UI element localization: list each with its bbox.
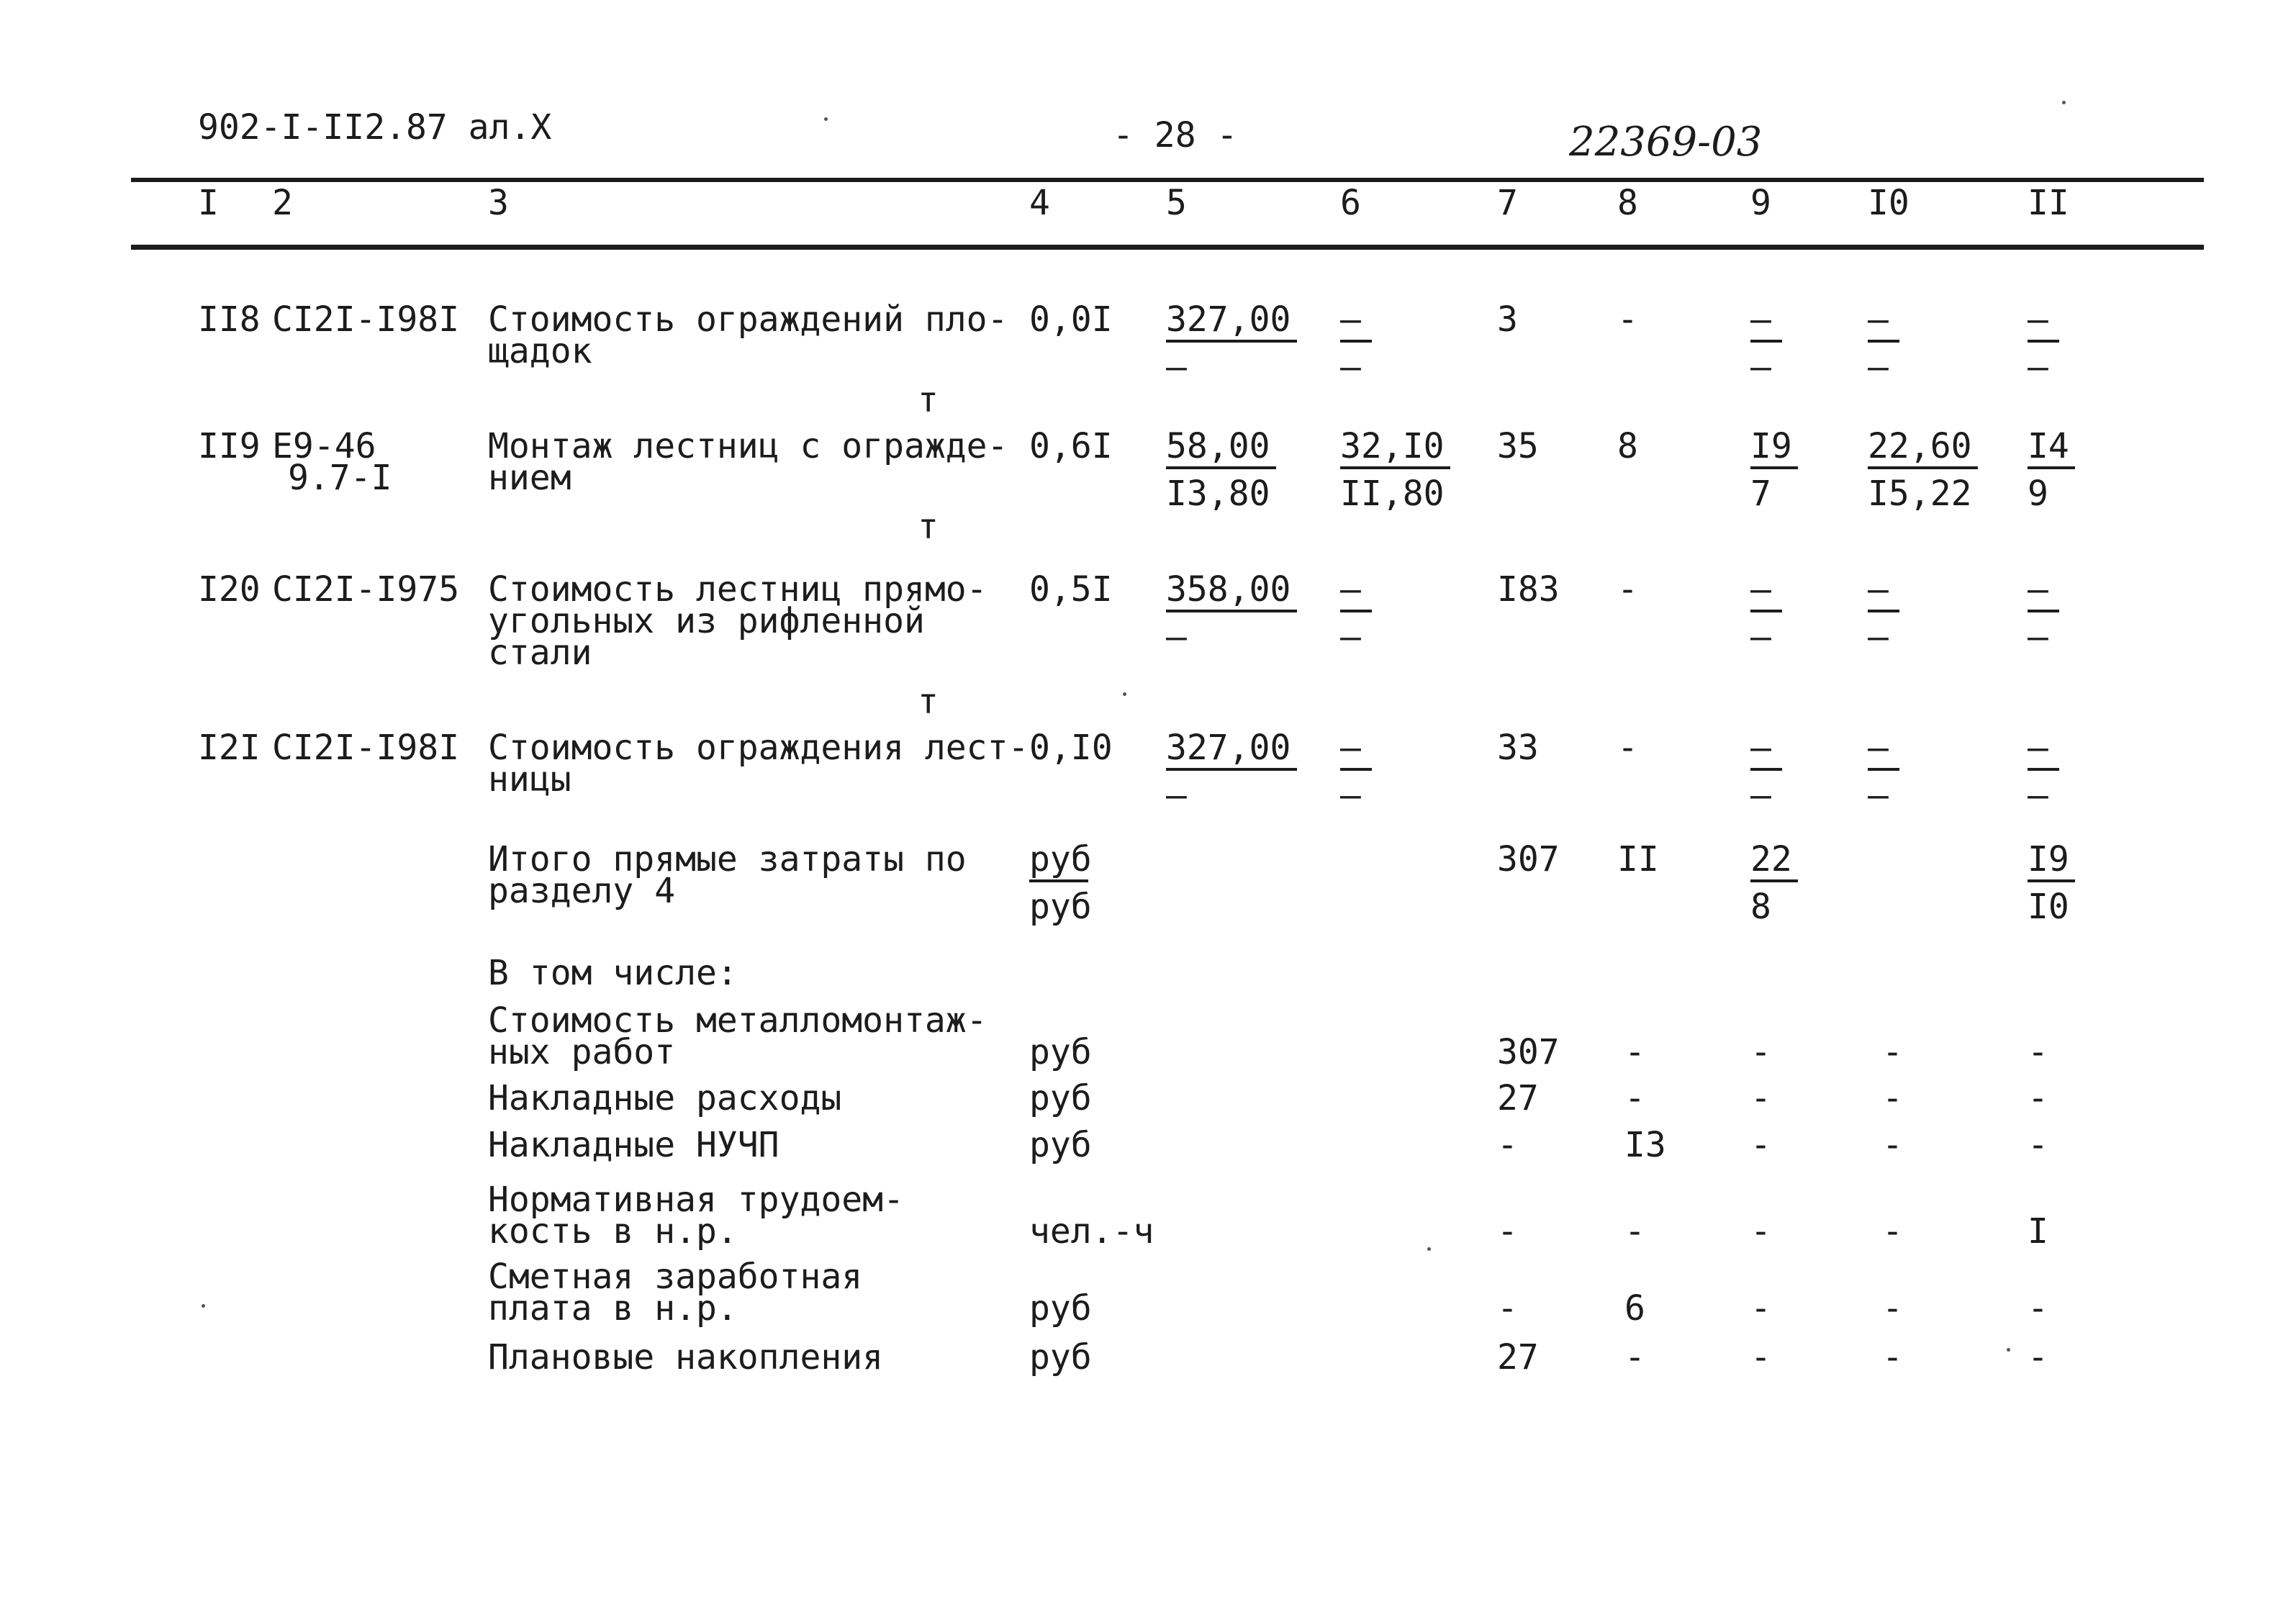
breakdown-machine: - xyxy=(1750,1211,1771,1252)
labor-per-unit-numerator: – xyxy=(1868,728,1889,768)
breakdown-labor-total: I xyxy=(2028,1211,2048,1252)
wage-cost-numerator: – xyxy=(1340,728,1361,768)
breakdown-labor-unit: - xyxy=(1882,1125,1903,1165)
breakdown-machine: - xyxy=(1750,1078,1771,1118)
wage-cost-numerator: 32,I0 xyxy=(1340,426,1445,466)
unit-cost-denominator: – xyxy=(1166,347,1187,387)
breakdown-wage: - xyxy=(1624,1337,1645,1378)
unit-cost-denominator: – xyxy=(1166,775,1187,815)
wage-cost-numerator: – xyxy=(1340,569,1361,610)
column-header: I0 xyxy=(1868,183,1909,223)
norm-code: E9-46 xyxy=(272,426,376,466)
unit-cost-fraction-bar xyxy=(1166,610,1297,612)
breakdown-labor-total: - xyxy=(2028,1288,2048,1329)
work-description: Стоимость ограждений пло- xyxy=(488,299,1008,340)
breakdown-description: плата в н.р. xyxy=(488,1288,738,1329)
work-description: Стоимость ограждения лест- xyxy=(488,728,1029,768)
wage-cost-fraction-bar xyxy=(1340,340,1372,343)
breakdown-unit: руб xyxy=(1029,1078,1092,1118)
total-wage: - xyxy=(1617,728,1638,768)
labor-total-numerator: – xyxy=(2028,569,2048,610)
breakdown-machine: - xyxy=(1750,1125,1771,1165)
labor-total-denominator: 9 xyxy=(2028,474,2048,514)
wage-cost-denominator: – xyxy=(1340,617,1361,657)
unit-cost-numerator: 358,00 xyxy=(1166,569,1291,610)
norm-code: CI2I-I98I xyxy=(272,299,460,340)
machine-cost-numerator: – xyxy=(1750,569,1771,610)
breakdown-description: Накладные расходы xyxy=(488,1078,842,1118)
breakdown-labor-total: - xyxy=(2028,1125,2048,1165)
breakdown-total: 307 xyxy=(1497,1032,1560,1072)
breakdown-machine: - xyxy=(1750,1032,1771,1072)
machine-cost-denominator: 7 xyxy=(1750,474,1771,514)
column-header: 4 xyxy=(1029,183,1050,223)
work-description: стали xyxy=(488,633,592,673)
labor-total-numerator: – xyxy=(2028,728,2048,768)
labor-per-unit-numerator: – xyxy=(1868,569,1889,610)
machine-cost-fraction-bar xyxy=(1750,340,1782,343)
machine-cost-denominator: – xyxy=(1750,347,1771,387)
breakdown-total: 27 xyxy=(1497,1078,1539,1118)
page-number: - 28 - xyxy=(1113,115,1238,155)
scan-speck xyxy=(202,1304,205,1308)
breakdown-description: Плановые накопления xyxy=(488,1337,884,1378)
machine-cost-fraction-bar xyxy=(1750,466,1798,469)
scan-speck xyxy=(2062,101,2066,104)
quantity: 0,5I xyxy=(1029,569,1113,610)
breakdown-unit: руб xyxy=(1029,1337,1092,1378)
breakdown-total: 27 xyxy=(1497,1337,1539,1378)
breakdown-description: Нормативная трудоем- xyxy=(488,1180,904,1220)
total-unit-numerator: руб xyxy=(1029,839,1092,879)
scan-speck xyxy=(1427,1247,1431,1251)
unit-cost-fraction-bar xyxy=(1166,768,1297,771)
quantity: 0,0I xyxy=(1029,299,1113,340)
unit-label: т xyxy=(918,507,939,547)
breakdown-description: Сметная заработная xyxy=(488,1257,863,1297)
breakdown-labor-total: - xyxy=(2028,1337,2048,1378)
scan-speck xyxy=(2007,1348,2010,1352)
machine-cost-numerator: – xyxy=(1750,299,1771,340)
total-label: Итого прямые затраты по xyxy=(488,839,967,879)
unit-cost-fraction-bar xyxy=(1166,340,1297,343)
labor-per-unit-fraction-bar xyxy=(1868,610,1899,612)
work-description: щадок xyxy=(488,331,592,371)
row-number: I2I xyxy=(198,728,261,768)
total-machine-cost-numerator: 22 xyxy=(1750,839,1792,879)
total-cost: 3 xyxy=(1497,299,1518,340)
breakdown-total: - xyxy=(1497,1211,1518,1252)
breakdown-description: Стоимость металломонтаж- xyxy=(488,1000,987,1041)
labor-per-unit-denominator: – xyxy=(1868,775,1889,815)
header-top-rule xyxy=(131,178,2204,182)
labor-per-unit-denominator: I5,22 xyxy=(1868,474,1972,514)
total-cost: 35 xyxy=(1497,426,1539,466)
labor-total-fraction-bar xyxy=(2028,768,2059,771)
machine-cost-denominator: – xyxy=(1750,617,1771,657)
labor-per-unit-fraction-bar xyxy=(1868,768,1899,771)
header-bottom-rule xyxy=(131,245,2204,250)
machine-cost-fraction-bar xyxy=(1750,768,1782,771)
machine-cost-numerator: I9 xyxy=(1750,426,1792,466)
labor-total-numerator: – xyxy=(2028,299,2048,340)
breakdown-labor-unit: - xyxy=(1882,1032,1903,1072)
labor-total-fraction-bar xyxy=(2028,610,2059,612)
breakdown-labor-unit: - xyxy=(1882,1288,1903,1329)
document-code: 902-I-II2.87 ал.X xyxy=(198,107,552,148)
column-header: I xyxy=(198,183,219,223)
breakdown-labor-unit: - xyxy=(1882,1337,1903,1378)
breakdown-labor-unit: - xyxy=(1882,1211,1903,1252)
unit-cost-denominator: – xyxy=(1166,617,1187,657)
work-description: Стоимость лестниц прямо- xyxy=(488,569,987,610)
labor-per-unit-numerator: – xyxy=(1868,299,1889,340)
total-labor-denominator: I0 xyxy=(2028,887,2069,927)
column-header: 2 xyxy=(272,183,293,223)
total-wage: - xyxy=(1617,299,1638,340)
scan-speck xyxy=(824,117,828,121)
breakdown-wage: I3 xyxy=(1624,1125,1666,1165)
album-code: 22369-03 xyxy=(1569,119,1763,166)
labor-per-unit-denominator: – xyxy=(1868,617,1889,657)
total-cost: 307 xyxy=(1497,839,1560,879)
machine-cost-denominator: – xyxy=(1750,775,1771,815)
breakdown-total: - xyxy=(1497,1288,1518,1329)
total-labor-fraction-bar xyxy=(2028,879,2075,882)
wage-cost-fraction-bar xyxy=(1340,610,1372,612)
norm-code: CI2I-I975 xyxy=(272,569,460,610)
norm-code: CI2I-I98I xyxy=(272,728,460,768)
unit-cost-denominator: I3,80 xyxy=(1166,474,1270,514)
breakdown-description: кость в н.р. xyxy=(488,1211,738,1252)
column-header: II xyxy=(2028,183,2069,223)
work-description: ницы xyxy=(488,759,571,800)
breakdown-unit: руб xyxy=(1029,1288,1092,1329)
machine-cost-numerator: – xyxy=(1750,728,1771,768)
breakdown-wage: - xyxy=(1624,1032,1645,1072)
row-number: II8 xyxy=(198,299,261,340)
labor-total-fraction-bar xyxy=(2028,340,2059,343)
unit-label: т xyxy=(918,380,939,420)
row-number: I20 xyxy=(198,569,261,610)
labor-total-denominator: – xyxy=(2028,775,2048,815)
unit-cost-numerator: 58,00 xyxy=(1166,426,1270,466)
breakdown-unit: руб xyxy=(1029,1125,1092,1165)
total-labor-numerator: I9 xyxy=(2028,839,2069,879)
total-cost: 33 xyxy=(1497,728,1539,768)
total-machine-cost-fraction-bar xyxy=(1750,879,1798,882)
including-label: В том числе: xyxy=(488,953,738,993)
breakdown-unit: руб xyxy=(1029,1032,1092,1072)
total-unit-denominator: руб xyxy=(1029,887,1092,927)
labor-per-unit-fraction-bar xyxy=(1868,466,1978,469)
wage-cost-denominator: – xyxy=(1340,775,1361,815)
labor-total-fraction-bar xyxy=(2028,466,2075,469)
breakdown-description: Накладные НУЧП xyxy=(488,1125,779,1165)
wage-cost-fraction-bar xyxy=(1340,466,1450,469)
column-header: 7 xyxy=(1497,183,1518,223)
wage-cost-denominator: – xyxy=(1340,347,1361,387)
labor-per-unit-denominator: – xyxy=(1868,347,1889,387)
total-wage: II xyxy=(1617,839,1659,879)
total-wage: 8 xyxy=(1617,426,1638,466)
total-cost: I83 xyxy=(1497,569,1560,610)
breakdown-wage: - xyxy=(1624,1078,1645,1118)
work-description: нием xyxy=(488,458,571,498)
breakdown-wage: 6 xyxy=(1624,1288,1645,1329)
total-wage: - xyxy=(1617,569,1638,610)
breakdown-wage: - xyxy=(1624,1211,1645,1252)
scan-speck xyxy=(1123,692,1126,696)
breakdown-labor-total: - xyxy=(2028,1078,2048,1118)
column-header: 6 xyxy=(1340,183,1361,223)
row-number: II9 xyxy=(198,426,261,466)
quantity: 0,I0 xyxy=(1029,728,1113,768)
unit-cost-fraction-bar xyxy=(1166,466,1276,469)
breakdown-labor-unit: - xyxy=(1882,1078,1903,1118)
norm-code: 9.7-I xyxy=(288,458,392,498)
machine-cost-fraction-bar xyxy=(1750,610,1782,612)
unit-cost-numerator: 327,00 xyxy=(1166,728,1291,768)
breakdown-labor-total: - xyxy=(2028,1032,2048,1072)
total-label: разделу 4 xyxy=(488,871,676,911)
wage-cost-fraction-bar xyxy=(1340,768,1372,771)
breakdown-description: ных работ xyxy=(488,1032,676,1072)
breakdown-unit: чел.-ч xyxy=(1029,1211,1154,1252)
work-description: угольных из рифленной xyxy=(488,601,925,641)
quantity: 0,6I xyxy=(1029,426,1113,466)
column-header: 3 xyxy=(488,183,509,223)
total-unit-fraction-bar xyxy=(1029,879,1088,882)
labor-per-unit-fraction-bar xyxy=(1868,340,1899,343)
labor-per-unit-numerator: 22,60 xyxy=(1868,426,1972,466)
work-description: Монтаж лестниц с огражде- xyxy=(488,426,1008,466)
labor-total-denominator: – xyxy=(2028,347,2048,387)
breakdown-machine: - xyxy=(1750,1288,1771,1329)
total-machine-cost-denominator: 8 xyxy=(1750,887,1771,927)
column-header: 9 xyxy=(1750,183,1771,223)
wage-cost-numerator: – xyxy=(1340,299,1361,340)
wage-cost-denominator: II,80 xyxy=(1340,474,1445,514)
column-header: 5 xyxy=(1166,183,1187,223)
column-header: 8 xyxy=(1617,183,1638,223)
breakdown-machine: - xyxy=(1750,1337,1771,1378)
labor-total-numerator: I4 xyxy=(2028,426,2069,466)
unit-label: т xyxy=(918,682,939,722)
breakdown-total: - xyxy=(1497,1125,1518,1165)
unit-cost-numerator: 327,00 xyxy=(1166,299,1291,340)
labor-total-denominator: – xyxy=(2028,617,2048,657)
